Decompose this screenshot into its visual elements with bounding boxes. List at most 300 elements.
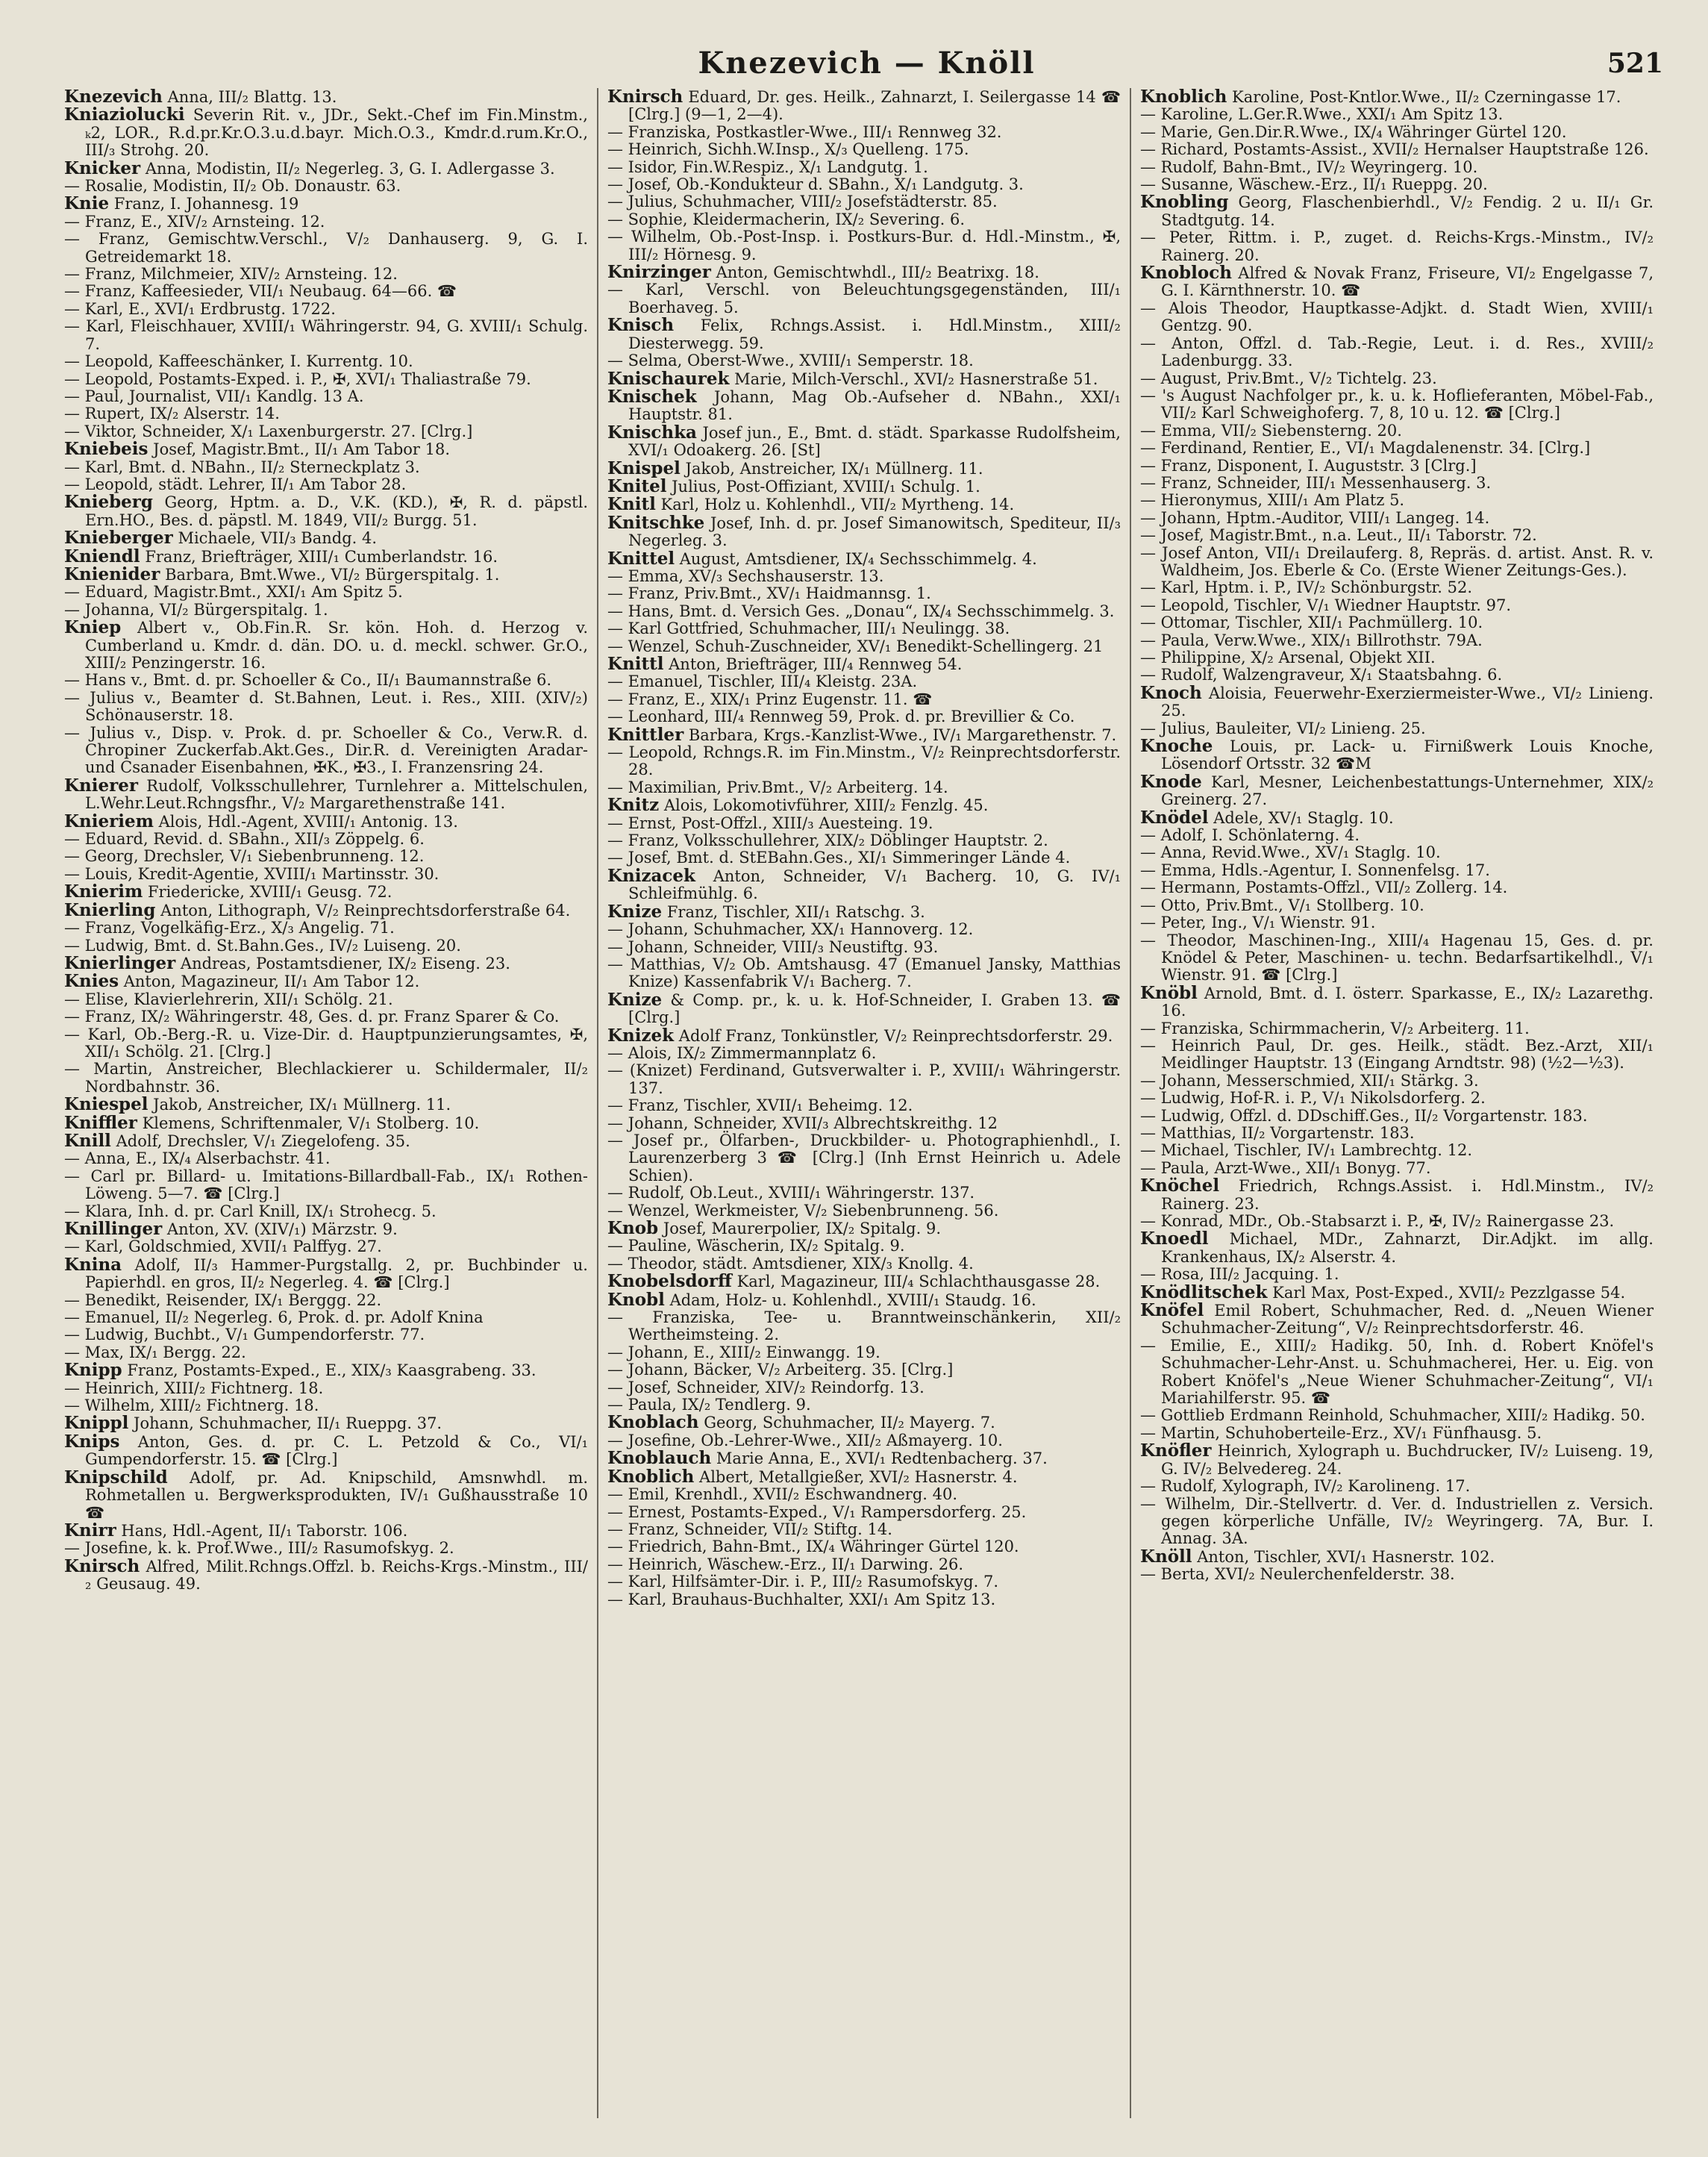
directory-entry — [607, 263, 1121, 281]
entry-surname: Knies — [64, 971, 119, 992]
entry-details: — Josef pr., Ölfarben-, Druckbilder- u. Photographienhdl., I. Laurenzerberg 3 ☎ [Clrg.] (Inh Ernst Heinrich u. Adele Schien). — [607, 1131, 1121, 1184]
entry-details: — Gottlieb Erdmann Reinhold, Schuhmacher, XIII/₂ Hadikg. 50. — [1140, 1406, 1645, 1425]
entry-details: Jakob, Anstreicher, IX/₁ Müllnerg. 11. — [685, 459, 983, 478]
entry-details: — Rupert, IX/₂ Alserstr. 14. — [64, 405, 280, 423]
directory-entry — [1140, 422, 1654, 440]
entry-details: Alfred, Milit.Rchngs.Offzl. b. Reichs-Krgs.-Minstm., III/₂ Geusaug. 49. — [85, 1557, 588, 1593]
entry-details: — Ludwig, Bmt. d. St.Bahn.Ges., IV/₂ Luiseng. 20. — [64, 936, 461, 955]
directory-entry — [64, 1540, 588, 1557]
column-2 — [597, 88, 1130, 2118]
entry-details: Barbara, Bmt.Wwe., VI/₂ Bürgerspitalg. 1. — [165, 565, 500, 584]
entry-details: Friedrich, Rchngs.Assist. i. Hdl.Minstm., IV/₂ Rainerg. 23. — [1161, 1177, 1654, 1213]
entry-details: Arnold, Bmt. d. I. österr. Sparkasse, E., IX/₂ Lazarethg. 16. — [1161, 984, 1654, 1020]
column-1 — [64, 88, 597, 2118]
entry-details: — Franz, Disponent, I. Auguststr. 3 [Clrg.] — [1140, 456, 1477, 475]
directory-entry — [1140, 106, 1654, 123]
entry-details: — Ernst, Post-Offzl., XIII/₃ Auesteing. 19. — [607, 814, 933, 832]
entry-details: — Josef, Bmt. d. StEBahn.Ges., XI/₁ Simmeringer Lände 4. — [607, 849, 1071, 867]
entry-details: — Anton, Offzl. d. Tab.-Regie, Leut. i. d. Res., XVIII/₂ Ladenburgg. 33. — [1140, 334, 1654, 370]
directory-entry — [607, 1344, 1121, 1361]
entry-details: — Josefine, k. k. Prof.Wwe., III/₂ Rasumofskyg. 2. — [64, 1539, 454, 1558]
directory-entry — [64, 371, 588, 388]
entry-details: — Karl Gottfried, Schuhmacher, III/₁ Neulingg. 38. — [607, 619, 1010, 638]
entry-surname: Knisch — [607, 315, 675, 336]
entry-details: — Franz, Priv.Bmt., XV/₁ Haidmannsg. 1. — [607, 584, 931, 603]
directory-entry — [1140, 229, 1654, 264]
entry-details: — Ludwig, Hof-R. i. P., V/₁ Nikolsdorferg. 2. — [1140, 1089, 1486, 1108]
entry-details: — Pauline, Wäscherin, IX/₂ Spitalg. 9. — [607, 1237, 905, 1255]
entry-surname: Kniffler — [64, 1112, 137, 1133]
entry-details: — Franz, Volksschullehrer, XIX/₂ Döblinger Hauptstr. 2. — [607, 831, 1048, 850]
column-3 — [1130, 88, 1662, 2118]
entry-details: — (Knizet) Ferdinand, Gutsverwalter i. P., XVIII/₁ Währingerstr. 137. — [607, 1061, 1121, 1097]
directory-entry — [607, 708, 1121, 725]
entry-details: — Alois Theodor, Hauptkasse-Adjkt. d. Stadt Wien, XVIII/₁ Gentzg. 90. — [1140, 299, 1654, 335]
entry-details: Karoline, Post-Kntlor.Wwe., II/₂ Czerningasse 17. — [1232, 88, 1621, 106]
entry-details: — Ludwig, Buchbt., V/₁ Gumpendorferstr. 77. — [64, 1326, 425, 1344]
entry-details: — Paula, Arzt-Wwe., XII/₁ Bonyg. 77. — [1140, 1158, 1431, 1177]
entry-details: Adolf, pr. Ad. Knipschild, Amsnwhdl. m. Rohmetallen u. Bergwerksprodukten, IV/₁ Gußhausstraße 10 ☎ — [85, 1468, 589, 1522]
directory-entry — [607, 903, 1121, 921]
directory-entry — [1140, 684, 1654, 720]
directory-entry — [1140, 649, 1654, 667]
entry-surname: Knitel — [607, 475, 667, 496]
directory-entry — [607, 1521, 1121, 1538]
entry-details: — Karl, Bmt. d. NBahn., II/₂ Sterneckplatz 3. — [64, 458, 420, 476]
directory-entry — [1140, 1037, 1654, 1073]
entry-surname: Knoch — [1140, 682, 1202, 703]
entry-details: — Rudolf, Xylograph, IV/₂ Karolineng. 17. — [1140, 1477, 1471, 1496]
entry-details: — Rosa, III/₂ Jacquing. 1. — [1140, 1265, 1339, 1284]
entry-details: Anton, Briefträger, III/₄ Rennweg 54. — [669, 655, 963, 673]
directory-entry — [64, 231, 588, 266]
directory-entry — [64, 157, 588, 178]
directory-entry — [1140, 440, 1654, 457]
entry-surname: Knöfler — [1140, 1440, 1212, 1461]
directory-entry — [1140, 773, 1654, 809]
directory-entry — [64, 318, 588, 353]
directory-entry — [607, 1237, 1121, 1255]
entry-surname: Knirsch — [607, 88, 683, 107]
entry-details: — Rudolf, Bahn-Bmt., IV/₂ Weyringerg. 10. — [1140, 157, 1478, 176]
entry-surname: Knischka — [607, 422, 697, 443]
directory-entry — [64, 459, 588, 476]
entry-details: Barbara, Krgs.-Kanzlist-Wwe., IV/₁ Margarethenstr. 7. — [688, 725, 1117, 744]
directory-entry — [607, 514, 1121, 550]
entry-details: — Ludwig, Offzl. d. DDschiff.Ges., II/₂ Vorgartenstr. 183. — [1140, 1106, 1588, 1125]
directory-entry — [64, 353, 588, 370]
entry-surname: Knierlinger — [64, 952, 176, 973]
directory-entry — [64, 529, 588, 547]
entry-details: — Johann, Schneider, VIII/₃ Neustiftg. 93. — [607, 937, 939, 956]
directory-entry — [607, 1449, 1121, 1467]
entry-surname: Knieriem — [64, 811, 154, 831]
directory-entry — [607, 726, 1121, 744]
entry-details: — Hieronymus, XIII/₁ Am Platz 5. — [1140, 491, 1405, 510]
entry-details: — Rudolf, Walzengraveur, X/₁ Staatsbahng. 6. — [1140, 666, 1503, 684]
directory-entry — [64, 1132, 588, 1150]
directory-entry — [64, 1309, 588, 1326]
entry-details: — Leopold, Rchngs.R. im Fin.Minstm., V/₂ Reinprechtsdorferstr. 28. — [607, 743, 1121, 779]
entry-surname: Knizek — [607, 1025, 675, 1046]
entry-details: — 's August Nachfolger pr., k. u. k. Hoflieferanten, Möbel-Fab., VII/₂ Karl Schweighoferg. 7, 8, 10 u. 12. ☎ [Clrg.] — [1140, 386, 1654, 422]
entry-details: — Julius v., Disp. v. Prok. d. pr. Schoeller & Co., Verw.R. d. Chropiner Zuckerfab.Akt.Ges., Dir.R. d. Vereinigten Aradar- und Csanader Eisenbahnen, ✠K., ✠3., I. Franzensring 24. — [64, 723, 588, 777]
page-header — [64, 39, 1669, 88]
directory-entry — [64, 1326, 588, 1343]
entry-details: — Franz, Schneider, III/₁ Messenhauserg. 3. — [1140, 473, 1492, 492]
directory-entry — [64, 423, 588, 440]
entry-details: — Wenzel, Werkmeister, V/₂ Siebenbrunneng. 56. — [607, 1201, 999, 1220]
directory-entry — [607, 956, 1121, 991]
entry-details: — Wilhelm, Ob.-Post-Insp. i. Postkurs-Bur. d. Hdl.-Minstm., ✠, III/₂ Hörnesg. 9. — [607, 228, 1121, 263]
entry-surname: Knittler — [607, 724, 684, 745]
entry-details: Michael, MDr., Zahnarzt, Dir.Adjkt. im allg. Krankenhaus, IX/₂ Alserstr. 4. — [1161, 1230, 1654, 1266]
entry-details: — Johann, Schneider, XVII/₃ Albrechtskreithg. 12 — [607, 1114, 998, 1132]
entry-details: — Franz, Kaffeesieder, VII/₁ Neubaug. 64—66. ☎ — [64, 282, 457, 301]
directory-entry — [607, 1504, 1121, 1521]
entry-details: Karl Max, Post-Exped., XVII/₂ Pezzlgasse 54. — [1272, 1283, 1626, 1302]
entry-details: Marie, Milch-Verschl., XVI/₂ Hasnerstraße 51. — [734, 369, 1098, 388]
directory-entry — [1140, 300, 1654, 335]
directory-entry — [607, 568, 1121, 585]
entry-details: — Marie, Gen.Dir.R.Wwe., IX/₄ Währinger Gürtel 120. — [1140, 122, 1567, 141]
entry-details: Klemens, Schriftenmaler, V/₁ Stolberg. 10. — [142, 1114, 480, 1132]
directory-entry — [607, 159, 1121, 176]
directory-entry — [64, 405, 588, 422]
entry-surname: Knezevich — [64, 88, 163, 107]
directory-entry — [1140, 492, 1654, 509]
entry-details: Georg, Flaschenbierhdl., V/₂ Fendig. 2 u. II/₁ Gr. Stadtgutg. 14. — [1161, 193, 1654, 229]
entry-details: Friedericke, XVIII/₁ Geusg. 72. — [147, 883, 392, 902]
directory-entry — [1140, 932, 1654, 984]
entry-surname: Kniebeis — [64, 439, 148, 460]
directory-entry — [64, 1361, 588, 1379]
entry-surname: Knobling — [1140, 192, 1229, 213]
entry-details: — Klara, Inh. d. pr. Carl Knill, IX/₁ Strohecg. 5. — [64, 1202, 437, 1220]
entry-details: — Heinrich Paul, Dr. ges. Heilk., städt. Bez.-Arzt, XII/₁ Meidlinger Hauptstr. 13 (Eingang Arndtstr. 98) (½2—½3). — [1140, 1036, 1654, 1073]
directory-entry — [64, 1555, 588, 1593]
entry-surname: Kniendl — [64, 546, 140, 566]
entry-details: — Isidor, Fin.W.Respiz., X/₁ Landgutg. 1. — [607, 157, 928, 176]
directory-entry — [1140, 1020, 1654, 1037]
entry-details: Anton, Magazineur, II/₁ Am Tabor 12. — [123, 973, 420, 991]
directory-entry — [1140, 879, 1654, 896]
directory-entry — [607, 1062, 1121, 1097]
entry-details: — Karl, Verschl. von Beleuchtungsgegenständen, III/₁ Boerhaveg. 5. — [607, 281, 1121, 316]
directory-entry — [1140, 1442, 1654, 1478]
entry-details: — Wenzel, Schuh-Zuschneider, XV/₁ Benedikt-Schellingerg. 21 — [607, 637, 1104, 655]
entry-details: Johann, Schuhmacher, II/₁ Rueppg. 37. — [134, 1414, 442, 1433]
entry-surname: Kniespel — [64, 1094, 148, 1115]
entry-details: — Franz, E., XIV/₂ Arnsteing. 12. — [64, 212, 325, 231]
entry-details: Alfred & Novak Franz, Friseure, VI/₂ Engelgasse 7, G. I. Kärnthnerstr. 10. ☎ — [1161, 264, 1654, 300]
entry-details: Josef, Magistr.Bmt., II/₁ Am Tabor 18. — [153, 440, 451, 459]
directory-entry — [607, 316, 1121, 352]
directory-entry — [607, 744, 1121, 779]
directory-entry — [64, 1380, 588, 1397]
directory-entry — [607, 1027, 1121, 1045]
entry-details: — Josef Anton, VII/₁ Dreilauferg. 8, Repräs. d. artist. Anst. R. v. Waldheim, Jos. Eberle & Co. (Erste Wiener Zeitungs-Ges.). — [1140, 543, 1654, 579]
directory-entry — [64, 920, 588, 937]
entry-details: Adolf, II/₃ Hammer-Purgstallg. 2, pr. Buchbinder u. Papierhdl. en gros, II/₂ Negerleg. 4. ☎ [Clrg.] — [85, 1255, 588, 1292]
directory-entry — [64, 1238, 588, 1255]
entry-surname: Knie — [64, 193, 110, 214]
entry-surname: Knittel — [607, 548, 675, 569]
directory-entry — [1140, 141, 1654, 158]
entry-details: Alois, Lokomotivführer, XIII/₂ Fenzlg. 45. — [663, 796, 989, 815]
entry-details: — Leopold, Tischler, V/₁ Wiedner Hauptstr. 97. — [1140, 596, 1512, 614]
entry-details: — Paula, IX/₂ Tendlerg. 9. — [607, 1396, 811, 1414]
entry-details: — Julius v., Beamter d. St.Bahnen, Leut. i. Res., XIII. (XIV/₂) Schönauserstr. 18. — [64, 688, 588, 725]
entry-details: — Karl, Goldschmied, XVII/₁ Palffyg. 27. — [64, 1237, 382, 1256]
directory-entry — [64, 1150, 588, 1167]
directory-entry — [607, 655, 1121, 673]
directory-entry — [607, 620, 1121, 637]
directory-entry — [64, 991, 588, 1008]
directory-entry — [1140, 1266, 1654, 1283]
entry-details: — Leonhard, III/₄ Rennweg 59, Prok. d. pr. Brevillier & Co. — [607, 708, 1075, 726]
directory-entry — [64, 952, 588, 973]
entry-details: Julius, Post-Offiziant, XVIII/₁ Schulg. 1. — [672, 477, 980, 496]
directory-entry — [607, 603, 1121, 620]
entry-surname: Knödlitschek — [1140, 1282, 1268, 1302]
directory-entry — [607, 141, 1121, 158]
directory-entry — [1140, 720, 1654, 737]
directory-entry — [64, 1203, 588, 1220]
entry-details: — Sophie, Kleidermacherin, IX/₂ Severing. 6. — [607, 210, 966, 228]
entry-details: Franz, Tischler, XII/₁ Ratschg. 3. — [666, 902, 925, 921]
entry-details: — Matthias, V/₂ Ob. Amtshausg. 47 (Emanuel Jansky, Matthias Knize) Kassenfabrik V/₁ Bacherg. 7. — [607, 955, 1121, 991]
entry-details: Josef, Maurerpolier, IX/₂ Spitalg. 9. — [663, 1220, 942, 1237]
directory-entry — [64, 106, 588, 159]
directory-entry — [1140, 809, 1654, 827]
directory-entry — [607, 638, 1121, 655]
directory-entry — [607, 832, 1121, 849]
directory-entry — [607, 1432, 1121, 1449]
directory-entry — [1140, 1548, 1654, 1566]
entry-details: — Hans v., Bmt. d. pr. Schoeller & Co., II/₁ Baumannstraße 6. — [64, 671, 552, 690]
directory-entry — [607, 796, 1121, 814]
entry-details: — Karl, Hptm. i. P., IV/₂ Schönburgstr. 52. — [1140, 578, 1473, 597]
entry-details: — Josef, Ob.-Kondukteur d. SBahn., X/₁ Landgutg. 3. — [607, 175, 1024, 194]
entry-details: — Richard, Postamts-Assist., XVII/₂ Hernalser Hauptstraße 126. — [1140, 140, 1649, 159]
entry-surname: Knieberger — [64, 528, 173, 549]
entry-details: Georg, Schuhmacher, II/₂ Mayerg. 7. — [704, 1414, 995, 1432]
directory-entry — [1140, 475, 1654, 492]
entry-details: Alois, Hdl.-Agent, XVIII/₁ Antonig. 13. — [158, 812, 458, 831]
directory-entry — [607, 1591, 1121, 1608]
directory-entry — [607, 550, 1121, 568]
directory-entry — [1140, 1478, 1654, 1495]
entry-surname: Knicker — [64, 157, 141, 178]
entry-details: — Emma, XV/₃ Sechshauserstr. 13. — [607, 566, 884, 585]
directory-entry — [1140, 579, 1654, 596]
directory-entry — [1140, 827, 1654, 844]
directory-entry — [1140, 1284, 1654, 1302]
directory-entry — [64, 831, 588, 848]
directory-entry — [64, 493, 588, 529]
directory-entry — [1140, 527, 1654, 544]
entry-surname: Knillinger — [64, 1219, 163, 1239]
directory-entry — [64, 899, 588, 920]
directory-entry — [607, 939, 1121, 956]
entry-details: — Benedikt, Reisender, IX/₁ Berggg. 22. — [64, 1290, 382, 1309]
entry-details: — Emilie, E., XIII/₂ Hadikg. 50, Inh. d. Robert Knöfel's Schuhmacher-Lehr-Anst. u. Schuhmacherei, Her. u. Eig. von Robert Knöfel's „Neue Wiener Schuhmacher-Zeitung“, VI/₁ Mariahilferstr. 95. ☎ — [1140, 1336, 1654, 1408]
directory-entry — [1140, 844, 1654, 861]
entry-surname: Knizacek — [607, 865, 695, 886]
entry-details: — Franz, Gemischtw.Verschl., V/₂ Danhauserg. 9, G. I. Getreidemarkt 18. — [64, 230, 588, 266]
directory-entry — [1140, 458, 1654, 475]
directory-entry — [607, 370, 1121, 388]
directory-entry — [64, 1256, 588, 1292]
entry-details: — Anna, Revid.Wwe., XV/₁ Staglg. 10. — [1140, 843, 1441, 862]
directory-entry — [607, 1361, 1121, 1379]
entry-surname: Knipschild — [64, 1467, 168, 1488]
entry-details: — Philippine, X/₂ Arsenal, Objekt XII. — [1140, 649, 1436, 667]
entry-details: — Viktor, Schneider, X/₁ Laxenburgerstr. 27. [Clrg.] — [64, 422, 473, 440]
directory-entry — [64, 301, 588, 318]
entry-details: Adam, Holz- u. Kohlenhdl., XVIII/₁ Staudg. 16. — [669, 1290, 1036, 1309]
directory-entry — [607, 779, 1121, 796]
entry-details: Marie Anna, E., XVI/₁ Redtenbacherg. 37. — [716, 1449, 1048, 1468]
entry-surname: Knieberg — [64, 492, 153, 513]
entry-details: Anton, XV. (XIV/₁) Märzstr. 9. — [166, 1220, 398, 1238]
directory-entry — [64, 602, 588, 619]
entry-details: — Wilhelm, XIII/₂ Fichtnerg. 18. — [64, 1396, 319, 1415]
entry-details: Eduard, Dr. ges. Heilk., Zahnarzt, I. Seilergasse 14 ☎ [Clrg.] (9—1, 2—4). — [628, 88, 1121, 124]
directory-entry — [64, 213, 588, 231]
entry-surname: Knize — [607, 901, 663, 922]
entry-details: Aloisia, Feuerwehr-Exerziermeister-Wwe., VI/₂ Linieng. 25. — [1161, 684, 1654, 720]
directory-entry — [607, 193, 1121, 210]
entry-details: — Maximilian, Priv.Bmt., V/₂ Arbeiterg. 14. — [607, 778, 948, 796]
entry-details: — Julius, Bauleiter, VI/₂ Linieng. 25. — [1140, 719, 1426, 737]
entry-details: — Franziska, Postkastler-Wwe., III/₁ Rennweg 32. — [607, 122, 1002, 141]
directory-entry — [1140, 1496, 1654, 1548]
entry-details: — Paula, Verw.Wwe., XIX/₁ Billrothstr. 79A. — [1140, 631, 1483, 649]
entry-surname: Knippl — [64, 1413, 129, 1434]
entry-details: — August, Priv.Bmt., V/₂ Tichtelg. 23. — [1140, 369, 1437, 387]
entry-surname: Knierer — [64, 775, 138, 796]
entry-details: — Hermann, Postamts-Offzl., VII/₂ Zollerg. 14. — [1140, 878, 1508, 897]
directory-entry — [1140, 1142, 1654, 1159]
entry-details: — Franz, Milchmeier, XIV/₂ Arnsteing. 12. — [64, 265, 398, 284]
entry-details: — Julius, Schuhmacher, VIII/₂ Josefstädterstr. 85. — [607, 193, 998, 211]
directory-entry — [607, 815, 1121, 832]
entry-details: — Theodor, Maschinen-Ing., XIII/₄ Hagenau 15, Ges. d. pr. Knödel & Peter, Maschinen- u. techn. Bedarfsartikelhdl., V/₁ Wienstr. 91. ☎ [Clrg.] — [1140, 931, 1654, 984]
entry-details: — Berta, XVI/₂ Neulerchenfelderstr. 38. — [1140, 1565, 1455, 1584]
directory-entry — [64, 178, 588, 195]
directory-entry — [607, 424, 1121, 460]
entry-details: — Rosalie, Modistin, II/₂ Ob. Donaustr. 63. — [64, 177, 401, 196]
entry-details: — Johanna, VI/₂ Bürgerspitalg. 1. — [64, 600, 328, 619]
entry-surname: Knitl — [607, 494, 656, 515]
directory-entry — [64, 973, 588, 990]
directory-entry — [607, 1132, 1121, 1184]
directory-entry — [607, 1220, 1121, 1237]
directory-entry — [64, 88, 588, 106]
entry-details: — Michael, Tischler, IV/₁ Lambrechtg. 12. — [1140, 1141, 1473, 1160]
entry-details: Karl, Holz u. Kohlenhdl., VII/₂ Myrtheng. 14. — [660, 496, 1015, 514]
entry-details: Karl, Magazineur, III/₄ Schlachthausgasse 28. — [736, 1273, 1101, 1291]
entry-surname: Knöbl — [1140, 982, 1198, 1003]
entry-surname: Knöll — [1140, 1546, 1192, 1567]
entry-surname: Knob — [607, 1218, 659, 1238]
entry-details: — Heinrich, Sichh.W.Insp., X/₃ Quelleng. 175. — [607, 140, 969, 159]
directory-entry — [607, 1379, 1121, 1396]
directory-entry — [1140, 1337, 1654, 1408]
entry-details: — Franziska, Tee- u. Branntweinschänkerin, XII/₂ Wertheimsteing. 2. — [607, 1308, 1121, 1344]
directory-entry — [64, 548, 588, 566]
directory-entry — [64, 619, 588, 672]
directory-entry — [607, 1486, 1121, 1503]
directory-entry — [607, 1202, 1121, 1220]
entry-details: Emil Robert, Schuhmacher, Red. d. „Neuen Wiener Schuhmacher-Zeitung“, V/₂ Reinprechtsdorferstr. 46. — [1161, 1302, 1654, 1337]
entry-details: — Leopold, Postamts-Exped. i. P., ✠, XVI/₁ Thaliastraße 79. — [64, 369, 531, 388]
entry-details: Anton, Ges. d. pr. C. L. Petzold & Co., VI/₁ Gumpendorferstr. 15. ☎ [Clrg.] — [85, 1432, 588, 1469]
entry-details: — Karl, Ob.-Berg.-R. u. Vize-Dir. d. Hauptpunzierungsamtes, ✠, XII/₁ Schölg. 21. [Clrg.] — [64, 1025, 588, 1061]
directory-entry — [1140, 88, 1654, 106]
directory-entry — [1140, 862, 1654, 879]
entry-surname: Knobloch — [1140, 263, 1232, 284]
entry-details: — Johann, Bäcker, V/₂ Arbeiterg. 35. [Clrg.] — [607, 1361, 954, 1379]
directory-entry — [607, 388, 1121, 424]
entry-surname: Knoche — [1140, 736, 1213, 757]
entry-surname: Knitz — [607, 795, 660, 816]
entry-details: Albert, Metallgießer, XVI/₂ Hasnerstr. 4. — [699, 1467, 1018, 1486]
running-head: Knezevich — Knöll — [698, 46, 1036, 81]
directory-entry — [64, 1433, 588, 1469]
entry-details: — Friedrich, Bahn-Bmt., IX/₄ Währinger Gürtel 120. — [607, 1538, 1019, 1556]
entry-surname: Knirsch — [64, 1555, 140, 1576]
entry-details: — Rudolf, Ob.Leut., XVIII/₁ Währingerstr. 137. — [607, 1184, 975, 1202]
entry-details: Severin Rit. v., JDr., Sekt.-Chef im Fin.Minstm., ₖ2, LOR., R.d.pr.Kr.O.3.u.d.bayr. Mich.O.3., Kmdr.d.rum.Kr.O., III/₃ Strohg. 20. — [85, 106, 588, 160]
directory-entry — [607, 211, 1121, 228]
directory-entry — [64, 1220, 588, 1238]
entry-details: — Susanne, Wäschew.-Erz., II/₁ Rueppg. 20. — [1140, 175, 1488, 194]
entry-details: Anton, Schneider, V/₁ Bacherg. 10, G. IV/₁ Schleifmühlg. 6. — [628, 867, 1121, 903]
entry-surname: Knierling — [64, 899, 156, 920]
directory-entry — [64, 1469, 588, 1522]
directory-entry — [1140, 545, 1654, 580]
entry-surname: Knoblich — [1140, 88, 1227, 107]
directory-entry — [1140, 1177, 1654, 1213]
entry-surname: Knischek — [607, 386, 697, 407]
directory-entry — [1140, 614, 1654, 631]
directory-entry — [1140, 387, 1654, 422]
entry-details: Jakob, Anstreicher, IX/₁ Müllnerg. 11. — [153, 1096, 451, 1114]
directory-entry — [1140, 1090, 1654, 1107]
entry-details: — Alois, IX/₂ Zimmermannplatz 6. — [607, 1043, 877, 1062]
entry-surname: Knitschke — [607, 512, 705, 533]
directory-entry — [607, 1291, 1121, 1309]
directory-entry — [1140, 335, 1654, 370]
directory-entry — [64, 566, 588, 584]
entry-details: — Josefine, Ob.-Lehrer-Wwe., XII/₂ Aßmayerg. 10. — [607, 1431, 1003, 1449]
entry-details: — Leopold, städt. Lehrer, II/₁ Am Tabor 28. — [64, 475, 407, 493]
entry-details: — Otto, Priv.Bmt., V/₁ Stollberg. 10. — [1140, 896, 1424, 914]
entry-details: — Johann, Hptm.-Auditor, VIII/₁ Langeg. 14. — [1140, 508, 1490, 527]
directory-entry — [607, 1255, 1121, 1273]
directory-entry — [1140, 1160, 1654, 1177]
directory-entry — [64, 476, 588, 493]
entry-details: — Ferdinand, Rentier, E., VI/₁ Magdalenenstr. 34. [Clrg.] — [1140, 439, 1591, 458]
entry-details: — Paul, Journalist, VII/₁ Kandlg. 13 A. — [64, 387, 364, 405]
entry-details: — Franz, Tischler, XVII/₁ Beheimg. 12. — [607, 1096, 913, 1115]
directory-entry — [64, 848, 588, 865]
directory-entry — [607, 867, 1121, 903]
directory-entry — [1140, 1407, 1654, 1424]
